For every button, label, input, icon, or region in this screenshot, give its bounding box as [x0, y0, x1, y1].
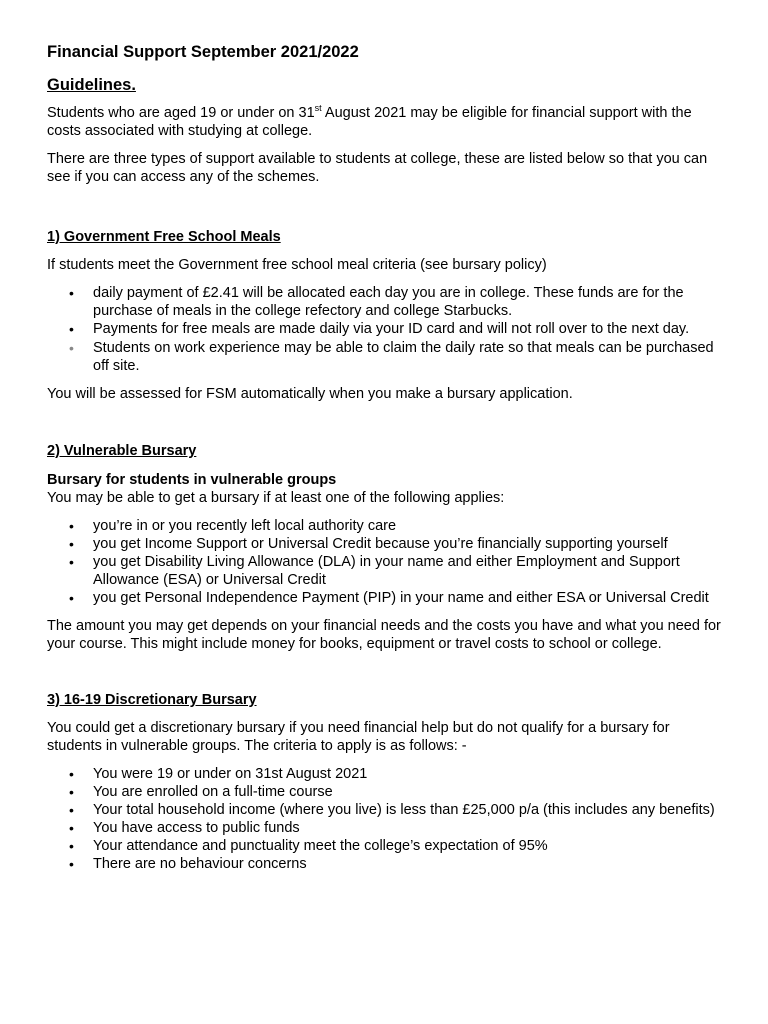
bullet-icon: •: [69, 784, 74, 800]
bullet-icon: •: [69, 820, 74, 836]
section-heading-free-school-meals: 1) Government Free School Meals: [47, 229, 281, 245]
list-item: • You were 19 or under on 31st August 2021: [69, 766, 368, 782]
section3-intro: You could get a discretionary bursary if you need financial help but do not qualify for a bursary for students in vulnerable groups. The criteria to apply is as follows: -: [47, 720, 670, 754]
bullet-icon: •: [69, 766, 74, 782]
list-item: • you’re in or you recently left local authority care: [69, 518, 397, 534]
section-heading-discretionary-bursary: 3) 16-19 Discretionary Bursary: [47, 692, 257, 708]
bullet-icon: •: [69, 856, 74, 872]
list-item: • you get Personal Independence Payment (PIP) in your name and either ESA or Universal Credit: [69, 590, 709, 606]
bullet-icon: •: [69, 536, 74, 552]
bullet-icon: •: [69, 554, 74, 570]
list-item: • you get Disability Living Allowance (DLA) in your name and either Employment and Support Allowance (ESA) or Universal Credit: [69, 554, 680, 588]
list-item: • Payments for free meals are made daily via your ID card and will not roll over to the next day.: [69, 321, 690, 337]
section1-list: [47, 284, 727, 375]
list-item: • Your total household income (where you live) is less than £25,000 p/a (this includes any benefits): [69, 802, 715, 818]
bullet-icon: •: [69, 802, 74, 818]
document-title: Financial Support September 2021/2022: [47, 43, 359, 61]
intro-paragraph-2: There are three types of support available to students at college, these are listed below so that you can see if you can access any of the schemes.: [47, 151, 708, 185]
section1-outro: You will be assessed for FSM automatically when you make a bursary application.: [47, 386, 573, 402]
section2-intro: You may be able to get a bursary if at least one of the following applies:: [47, 490, 505, 506]
intro-paragraph-1: Students who are aged 19 or under on 31st August 2021 may be eligible for financial support with the costs associated with studying at college.: [47, 103, 692, 139]
list-item: • Students on work experience may be able to claim the daily rate so that meals can be purchased off site.: [69, 340, 714, 374]
section3-list: [47, 765, 727, 873]
list-item: • You are enrolled on a full-time course: [69, 784, 333, 800]
section2-list: [47, 517, 727, 607]
list-item: • There are no behaviour concerns: [69, 856, 307, 872]
list-item: • Your attendance and punctuality meet the college’s expectation of 95%: [69, 838, 548, 854]
list-item: • You have access to public funds: [69, 820, 300, 836]
section2-subheading: Bursary for students in vulnerable groups: [47, 472, 337, 488]
list-item: • daily payment of £2.41 will be allocated each day you are in college. These funds are for the purchase of meals in the college refectory and college Starbucks.: [69, 285, 684, 319]
section2-outro: The amount you may get depends on your financial needs and the costs you have and what you need for your course. This might include money for books, equipment or travel costs to school or college.: [47, 618, 721, 652]
bullet-icon: •: [69, 285, 74, 301]
section-heading-vulnerable-bursary: 2) Vulnerable Bursary: [47, 443, 197, 459]
list-item: • you get Income Support or Universal Credit because you’re financially supporting yourself: [69, 536, 668, 552]
bullet-icon: •: [69, 518, 74, 534]
bullet-icon: •: [69, 340, 74, 356]
bullet-icon: •: [69, 590, 74, 606]
bullet-icon: •: [69, 321, 74, 337]
guidelines-heading: Guidelines.: [47, 76, 136, 94]
document-page: [47, 42, 727, 873]
section1-intro: If students meet the Government free school meal criteria (see bursary policy): [47, 257, 547, 273]
bullet-icon: •: [69, 838, 74, 854]
